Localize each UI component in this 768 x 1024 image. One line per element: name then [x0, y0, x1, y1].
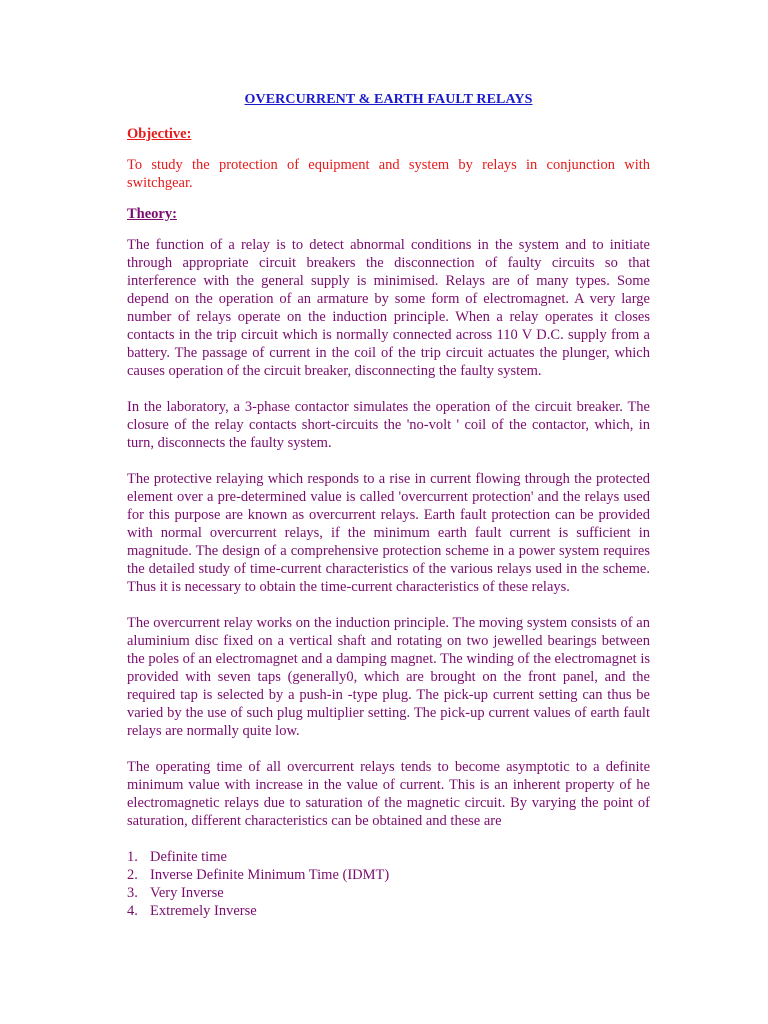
list-item-text: Very Inverse [150, 885, 224, 901]
list-item-number: 2. [127, 867, 138, 883]
objective-text: To study the protection of equipment and system by relays in conjunction with switchgear. [127, 157, 650, 191]
list-item-text: Definite time [150, 849, 227, 865]
list-item-text: Inverse Definite Minimum Time (IDMT) [150, 867, 390, 883]
theory-paragraph-induction-principle: The overcurrent relay works on the induction principle. The moving system consists of an aluminium disc fixed on a vertical shaft and rotating on two jewelled bearings between the poles of an electromagnet and a damping magnet. The winding of the electromagnet is provided with seven taps (generally0, which are brought on the front panel, and the required tap is selected by a push-in -type plug. The pick-up current setting can thus be varied by the use of such plug multiplier setting. The pick-up current values of earth fault relays are normally quite low. [127, 615, 650, 739]
theory-paragraph-relay-function: The function of a relay is to detect abnormal conditions in the system and to initiate through appropriate circuit breakers the disconnection of faulty circuits so that interference with the general supply is minimised. Relays are of many types. Some depend on the operation of an armature by some form of electromagnet. A very large number of relays operate on the induction principle. When a relay operates it closes contacts in the trip circuit which is normally connected across 110 V D.C. supply from a battery. The passage of current in the coil of the trip circuit actuates the plunger, which causes operation of the circuit breaker, disconnecting the faulty system. [127, 237, 650, 379]
list-item [127, 884, 650, 902]
list-item [127, 848, 650, 866]
list-item-text: Extremely Inverse [150, 903, 257, 919]
theory-paragraph-laboratory: In the laboratory, a 3-phase contactor simulates the operation of the circuit breaker. The closure of the relay contacts short-circuits the 'no-volt ' coil of the contactor, which, in turn, disconnects the faulty system. [127, 399, 650, 451]
page-title: OVERCURRENT & EARTH FAULT RELAYS [244, 92, 533, 107]
theory-heading: Theory: [127, 206, 177, 222]
characteristics-list [127, 848, 650, 920]
list-item [127, 866, 650, 884]
theory-paragraph-operating-time: The operating time of all overcurrent relays tends to become asymptotic to a definite minimum value with increase in the value of current. This is an inherent property of he electromagnetic relays due to saturation of the magnetic circuit. By varying the point of saturation, different characteristics can be obtained and these are [127, 759, 650, 829]
list-item-number: 1. [127, 849, 138, 865]
theory-paragraph-protective-relaying: The protective relaying which responds to a rise in current flowing through the protected element over a pre-determined value is called 'overcurrent protection' and the relays used for this purpose are known as overcurrent relays. Earth fault protection can be provided with normal overcurrent relays, if the minimum earth fault current is sufficient in magnitude. The design of a comprehensive protection scheme in a power system requires the detailed study of time-current characteristics of the various relays used in the scheme. Thus it is necessary to obtain the time-current characteristics of these relays. [127, 471, 650, 595]
objective-heading: Objective: [127, 126, 192, 142]
list-item [127, 902, 650, 920]
list-item-number: 3. [127, 885, 138, 901]
list-item-number: 4. [127, 903, 138, 919]
